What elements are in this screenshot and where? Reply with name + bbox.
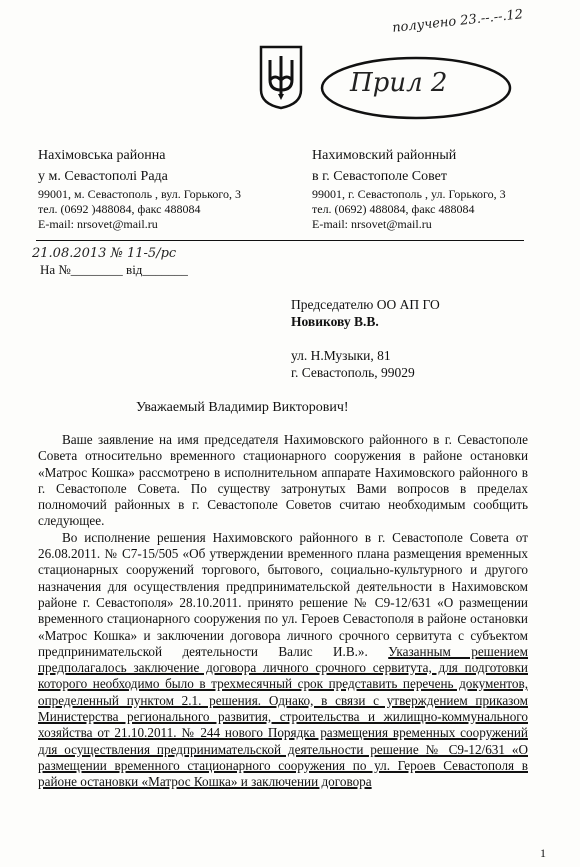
recipient-name: Новикову В.В. bbox=[291, 314, 379, 329]
handwritten-received-note: получено 23.--.--.12 bbox=[391, 7, 524, 36]
header-left-line1: Нахімовська районна bbox=[38, 148, 166, 163]
header-left bbox=[38, 148, 288, 232]
salutation: Уважаемый Владимир Викторович! bbox=[136, 400, 349, 415]
header-left-line2: у м. Севастополі Рада bbox=[38, 169, 168, 184]
paragraph-2 bbox=[38, 530, 528, 791]
paragraph-1: Ваше заявление на имя председателя Нахимовского районного в г. Севастополе Совета относительно временного стационарного сооружения в районе остановки «Матрос Кошка» рассмотрено в исполнительном аппарате Нахимовского районного в г. Севастополе Совета. По существу затронутых Вами вопросов в пределах полномочий районных в г. Севастополе Советов считаю необходимым сообщить следующее. bbox=[38, 432, 528, 529]
header-right-phone: тел. (0692) 488084, факс 488084 bbox=[312, 202, 475, 216]
coat-of-arms-icon bbox=[258, 44, 304, 110]
handwritten-date-number: 21.08.2013 № 11-5/рс bbox=[32, 246, 177, 261]
recipient-block bbox=[291, 296, 440, 381]
header-right-line2: в г. Севастополе Совет bbox=[312, 169, 447, 184]
header-right-email: E-mail: nrsovet@mail.ru bbox=[312, 217, 432, 231]
header-divider bbox=[36, 240, 524, 241]
header-left-phone: тел. (0692 )488084, факс 488084 bbox=[38, 202, 201, 216]
paragraph-2-part1: Во исполнение решения Нахимовского районного в г. Севастополе Совета от 26.08.2011. № С7-15/505 «Об утверждении временного плана размещения временных стационарных сооружений торгового, бытового, социально-культурного и другого назначения для осуществления предпринимательской деятельности в Нахимовском районе г. Севастополя» 28.10.2011. принято решение № С9-12/631 «О размещении временного стационарного сооружения по ул. Героев Севастополя в районе остановки «Матрос Кошка» и заключении договора личного срочного сервитута с субъектом предпринимательской деятельности Валис И.В.». bbox=[38, 529, 528, 659]
header-right-line1: Нахимовский районный bbox=[312, 148, 457, 163]
page-number: 1 bbox=[540, 846, 546, 860]
letter-body bbox=[38, 432, 528, 791]
paragraph-2-underlined: Указанным решением предполагалось заключение договора личного срочного сервитута, для подготовки которого необходимо было в трехмесячный срок представить перечень документов, определенный пунктом 2.1. решения. Однако, в связи с утверждением приказом Министерства регионального развития, строительства и жилищно-коммунального хозяйства от 21.10.2011. № 244 нового Порядка размещения временных сооружений для осуществления предпринимательской деятельности решение № С9-12/631 «О размещении временного стационарного сооружения по ул. Героев Севастополя в районе остановки «Матрос Кошка» и заключении договора bbox=[38, 643, 529, 790]
header-right bbox=[312, 148, 572, 232]
recipient-city: г. Севастополь, 99029 bbox=[291, 365, 415, 380]
ref-line: На №________ від_______ bbox=[40, 262, 188, 277]
header-left-email: E-mail: nrsovet@mail.ru bbox=[38, 217, 158, 231]
recipient-street: ул. Н.Музыки, 81 bbox=[291, 348, 391, 363]
recipient-title: Председателю ОО АП ГО bbox=[291, 297, 440, 312]
header-right-address: 99001, г. Севастополь , ул. Горького, 3 bbox=[312, 187, 506, 201]
header-left-address: 99001, м. Севастополь , вул. Горького, 3 bbox=[38, 187, 241, 201]
handwritten-attachment-label: Прил 2 bbox=[350, 68, 448, 98]
